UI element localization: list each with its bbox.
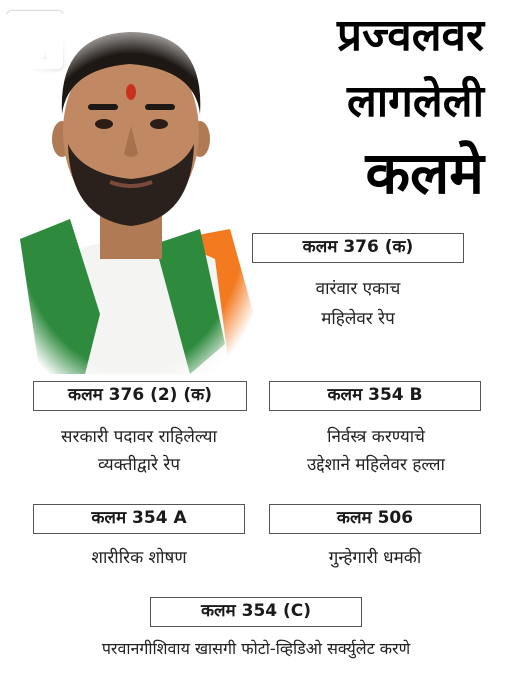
section-label-354a: कलम 354 A: [33, 504, 245, 534]
section-desc-376-2-k-line1: सरकारी पदावर राहिलेल्या: [61, 427, 217, 447]
section-desc-376-k-line2: महिलेवर रेप: [321, 309, 395, 329]
section-desc-354c: परवानगीशिवाय खासगी फोटो-व्हिडिओ सर्क्युलेट करणे: [101, 639, 411, 658]
section-desc-354b-line2: उद्देशाने महिलेवर हल्ला: [307, 455, 445, 475]
section-label-376-k: कलम 376 (क): [252, 233, 464, 263]
section-label-376-2-k: कलम 376 (2) (क): [33, 381, 247, 411]
section-desc-354b-line1: निर्वस्त्र करण्याचे: [327, 427, 425, 447]
section-label-354c: कलम 354 (C): [150, 597, 362, 627]
title-line-2: लागलेली: [346, 76, 484, 127]
section-desc-376-k-line1: वारंवार एकाच: [315, 279, 401, 299]
section-desc-506: गुन्हेगारी धमकी: [328, 548, 422, 568]
title-line-3: कलमे: [365, 139, 484, 207]
section-label-354b: कलम 354 B: [269, 381, 481, 411]
person-portrait: [0, 14, 262, 374]
section-label-506: कलम 506: [269, 504, 481, 534]
section-desc-376-2-k-line2: व्यक्तीद्वारे रेप: [97, 455, 181, 475]
title-line-1: प्रज्वलवर: [337, 10, 484, 61]
section-desc-354a: शारीरिक शोषण: [91, 548, 187, 568]
